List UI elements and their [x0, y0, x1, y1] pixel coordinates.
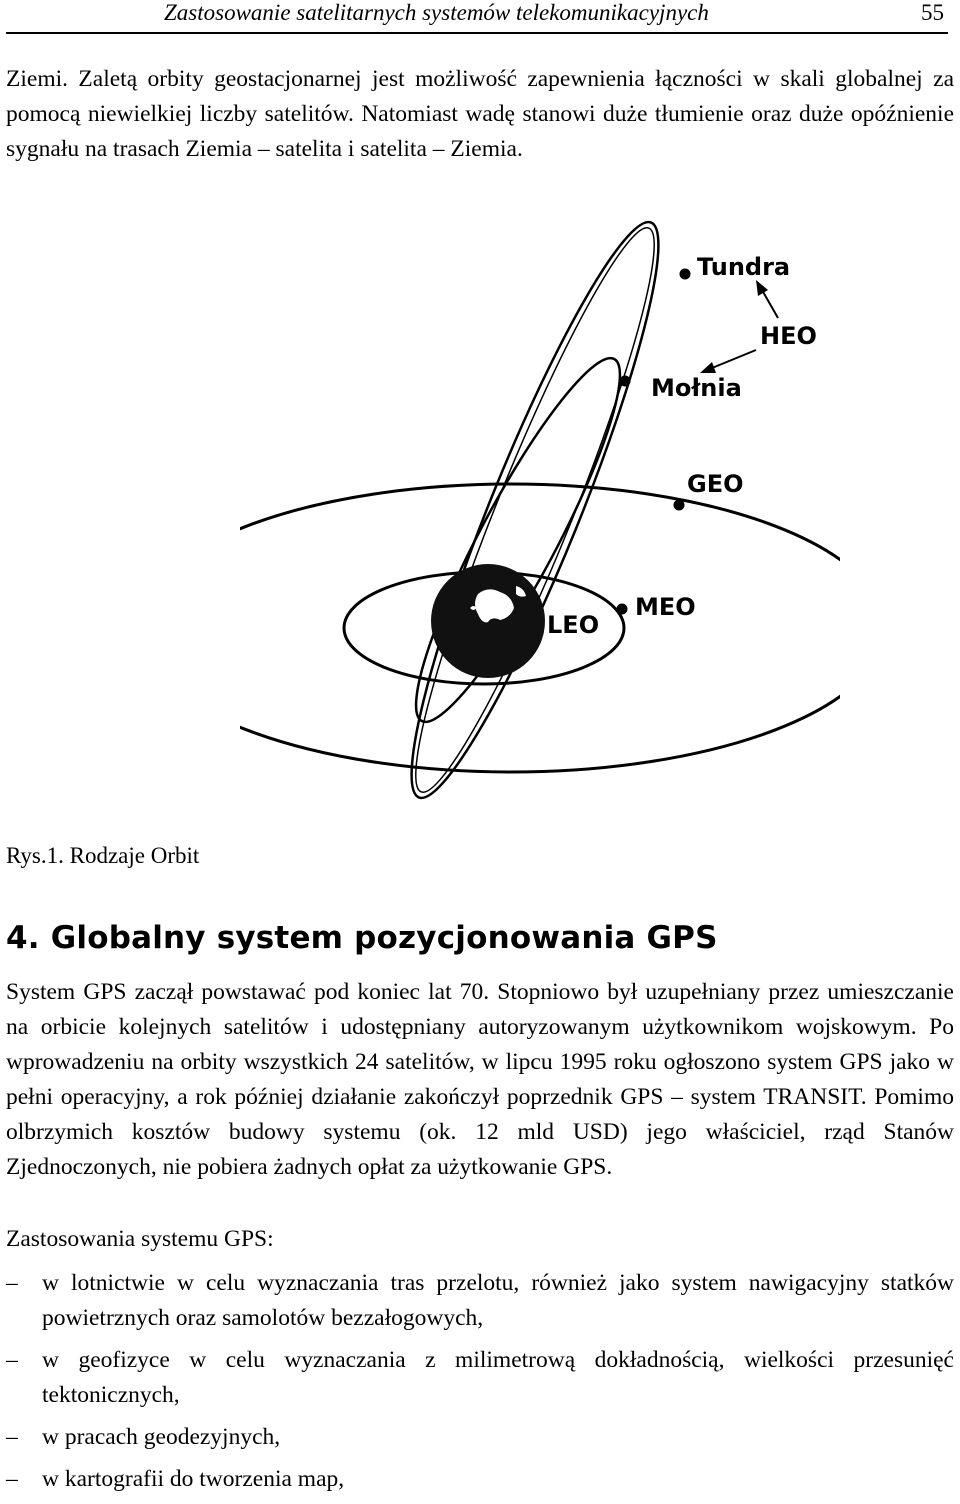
orbit-diagram — [240, 212, 840, 812]
list-item — [6, 1420, 954, 1455]
list-dash: – — [6, 1424, 18, 1450]
page-number: 55 — [921, 0, 944, 25]
page-header — [6, 0, 948, 34]
list-item-text: w geofizyce w celu wyznaczania z milimetrową dokładnością, wielkości przesunięć tektonicznych, — [42, 1347, 954, 1408]
label-molnia: Mołnia — [651, 374, 742, 402]
applications-list — [6, 1266, 954, 1504]
meo-satellite — [617, 604, 628, 615]
list-item-text: w lotnictwie w celu wyznaczania tras przelotu, również jako system nawigacyjny statków powietrznych oraz samolotów bezzałogowych, — [42, 1270, 954, 1331]
label-meo: MEO — [635, 593, 696, 621]
list-dash: – — [6, 1466, 18, 1492]
applications-intro: Zastosowania systemu GPS: — [6, 1226, 274, 1252]
list-item — [6, 1266, 954, 1336]
list-item — [6, 1462, 954, 1497]
running-title: Zastosowanie satelitarnych systemów telekomunikacyjnych — [164, 0, 709, 25]
label-heo: HEO — [760, 322, 817, 350]
label-geo: GEO — [687, 470, 744, 498]
label-tundra: Tundra — [697, 253, 791, 281]
molnia-satellite — [620, 376, 631, 387]
earth-globe — [431, 564, 545, 678]
list-item-text: w pracach geodezyjnych, — [42, 1424, 281, 1450]
list-dash: – — [6, 1347, 18, 1373]
list-item-text: w kartografii do tworzenia map, — [42, 1466, 345, 1492]
label-leo: LEO — [547, 611, 600, 639]
gps-paragraph: System GPS zaczął powstawać pod koniec lat 70. Stopniowo był uzupełniany przez umieszczanie na orbicie kolejnych satelitów i udostępniany autoryzowanym użytkownikom wojskowym. Po wprowadzeniu na orbity wszystkich 24 satelitów, w lipcu 1995 roku ogłoszono system GPS jako w pełni operacyjny, a rok później działanie zakończył poprzednik GPS – system TRANSIT. Pomimo olbrzymich kosztów budowy systemu (ok. 12 mld USD) jego właściciel, rząd Stanów Zjednoczonych, nie pobiera żadnych opłat za użytkowanie GPS. — [6, 979, 954, 1180]
list-dash: – — [6, 1270, 18, 1296]
tundra-satellite — [680, 269, 691, 280]
tundra-orbit-inner — [386, 214, 684, 806]
list-item — [6, 1343, 954, 1413]
orbit-figure — [240, 212, 840, 812]
section-heading: 4. Globalny system pozycjonowania GPS — [6, 920, 718, 956]
intro-paragraph: Ziemi. Zaletą orbity geostacjonarnej jest możliwość zapewnienia łączności w skali globalnej za pomocą niewielkiej liczby satelitów. Natomiast wadę stanowi duże tłumienie oraz duże opóźnienie sygnału na trasach Ziemia – satelita i satelita – Ziemia. — [6, 66, 954, 162]
geo-satellite — [674, 500, 685, 511]
figure-caption: Rys.1. Rodzaje Orbit — [6, 843, 200, 868]
